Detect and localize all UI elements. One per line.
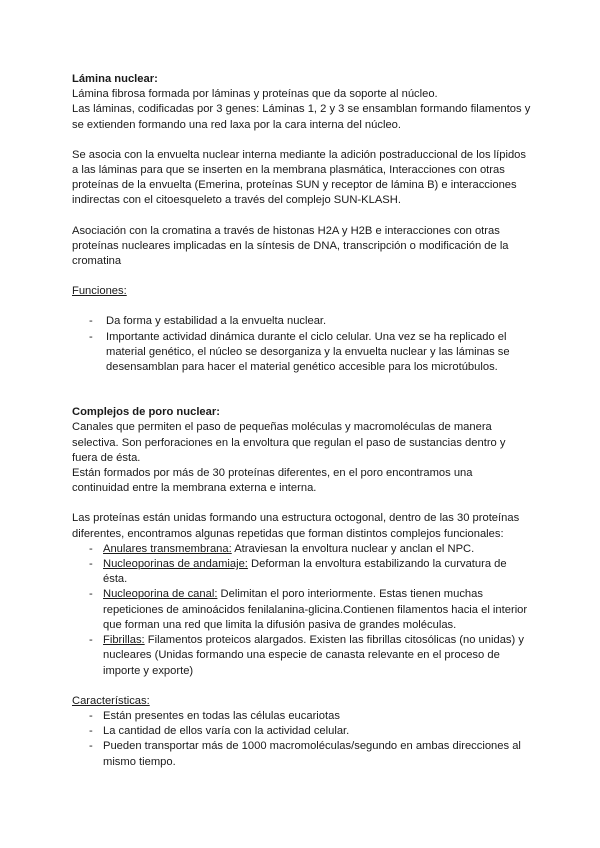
paragraph: Las láminas, codificadas por 3 genes: Láminas 1, 2 y 3 se ensamblan formando filamentos y se extienden formando una red laxa por la cara interna del núcleo.: [72, 103, 531, 131]
document-page: [72, 72, 532, 770]
paragraph: Asociación con la cromatina a través de histonas H2A y H2B e interacciones con otras proteínas nucleares implicadas en la síntesis de DNA, transcripción o modificación de la cromatina: [72, 224, 509, 268]
list-item: - Fibrillas: Filamentos proteicos alargados. Existen las fibrillas citosólicas (no unidas) y nucleares (Unidas formando una especie de canasta relevante en el proceso de importe y exporte): [89, 634, 524, 677]
list-item: - La cantidad de ellos varía con la actividad celular.: [89, 725, 350, 738]
list-item: - Importante actividad dinámica durante el ciclo celular. Una vez se ha replicado el material genético, el núcleo se desorganiza y la envuelta nuclear y las láminas se desensamblan para hacer el material genético accesible para los microtúbulos.: [89, 330, 510, 374]
list-item: - Nucleoporina de canal: Delimitan el poro interiormente. Estas tienen muchas repeticiones de aminoácidos fenilalanina-glicina.Contienen filamentos hacia el interior que forman una red que limita la difusión pasiva de grandes moléculas.: [89, 588, 528, 631]
paragraph: Están formados por más de 30 proteínas diferentes, en el poro encontramos una continuidad entre la membrana externa e interna.: [72, 467, 473, 495]
caracteristicas-list: [72, 709, 532, 770]
funciones-list: [72, 314, 532, 375]
list-item: - Pueden transportar más de 1000 macromoléculas/segundo en ambas direcciones al mismo tiempo.: [89, 740, 521, 768]
paragraph: Las proteínas están unidas formando una estructura octogonal, dentro de las 30 proteínas diferentes, encontramos algunas repetidas que forman distintos complejos funcionales:: [72, 512, 520, 540]
paragraph: Lámina fibrosa formada por láminas y proteínas que da soporte al núcleo.: [72, 88, 438, 101]
paragraph: Se asocia con la envuelta nuclear interna mediante la adición postraduccional de los lípidos a las láminas para que se inserten en la membrana plasmática, Interacciones con otras proteínas de la envuelta (Emerina, proteínas SUN y receptor de lámina B) e interacciones indirectas con el citoesqueleto a través del complejo SUN-KLASH.: [72, 148, 527, 207]
list-item: - Nucleoporinas de andamiaje: Deforman la envoltura estabilizando la curvatura de ésta.: [89, 558, 507, 586]
list-item: - Da forma y estabilidad a la envuelta nuclear.: [89, 315, 327, 328]
paragraph: Canales que permiten el paso de pequeñas moléculas y macromoléculas de manera selectiva. Son perforaciones en la envoltura que regulan el paso de sustancias dentro y fuera de ésta.: [72, 421, 506, 464]
list-item: - Anulares transmembrana: Atraviesan la envoltura nuclear y anclan el NPC.: [89, 542, 475, 555]
complejos-list: [72, 542, 532, 679]
funciones-heading: Funciones:: [72, 285, 127, 298]
caracteristicas-heading: Características:: [72, 694, 150, 707]
list-item: - Están presentes en todas las células eucariotas: [89, 709, 340, 722]
section-title-lamina: Lámina nuclear:: [72, 73, 158, 85]
section-title-poro: Complejos de poro nuclear:: [72, 406, 220, 419]
